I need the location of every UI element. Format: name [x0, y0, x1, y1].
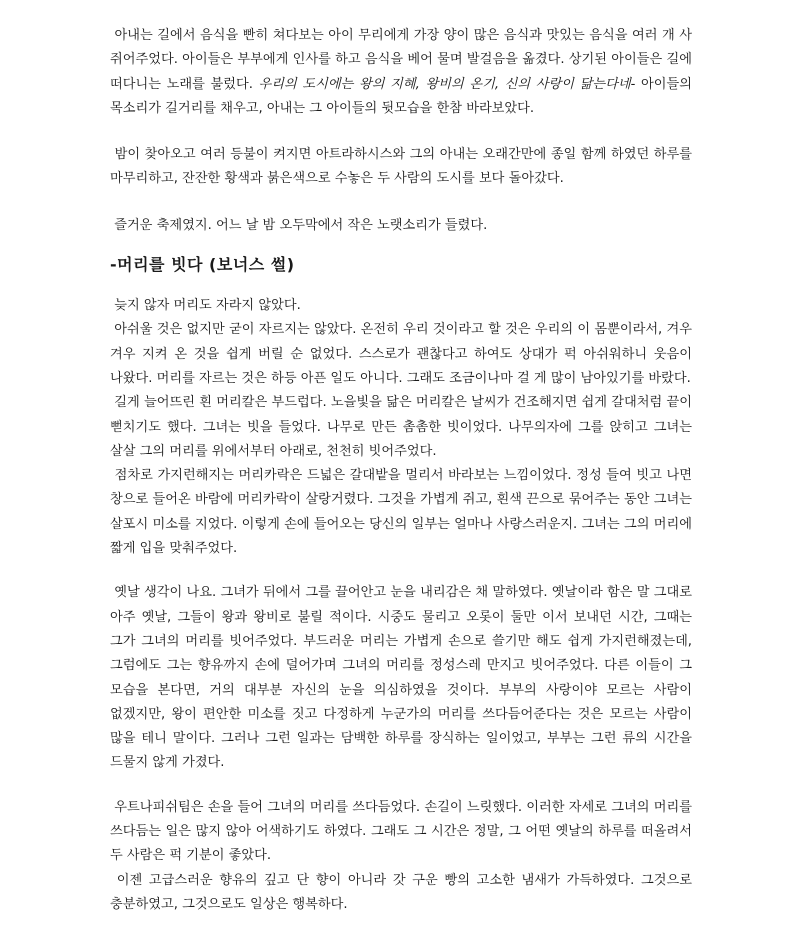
paragraph-text: 길게 늘어뜨린 흰 머리칼은 부드럽다. 노을빛을 닮은 머리칼은 날씨가 건조해지면 쉽게 갈대처럼 끝이 뻗치기도 했다. 그녀는 빗을 들었다. 나무로 만든 촘촘한 빗이었다. 나무의자에 그를 앉히고 그녀는 살살 그의 머리를 위에서부터 아래로, 천천히 빗어주었다. [110, 395, 693, 459]
paragraph-text: 옛날 생각이 나요. 그녀가 뒤에서 그를 끌어안고 눈을 내리감은 채 말하였다. 옛날이라 함은 말 그대로 아주 옛날, 그들이 왕과 왕비로 불릴 적이다. 시중도 물리고 오롯이 둘만 이서 보내던 시간, 그때는 그가 그녀의 머리를 빗어주었다. 부드러운 머리는 가볍게 손으로 쓸기만 해도 쉽게 가지런해졌는데, 그럼에도 그는 향유까지 손에 덜어가며 그녀의 머리를 정성스레 만지고 빗어주었다. 다른 이들이 그 모습을 본다면, 거의 대부분 자신의 눈을 의심하였을 것이다. 부부의 사랑이야 모르는 사람이 없겠지만, 왕이 편안한 미소를 짓고 다정하게 누군가의 머리를 쓰다듬어준다는 것은 모르는 사람이 많을 테니 말이다. 그러나 그런 일과는 담백한 하루를 장식하는 일이었고, 부부는 그런 류의 시간을 드물지 않게 가졌다. [110, 585, 692, 771]
paragraph-text: 점차로 가지런해지는 머리카락은 드넓은 갈대밭을 멀리서 바라보는 느낌이었다. 정성 들여 빗고 나면 창으로 들어온 바람에 머리카락이 살랑거렸다. 그것을 가볍게 쥐고, 흰색 끈으로 묶어주는 동안 그녀는 살포시 미소를 지었다. 이렇게 손에 들어오는 당신의 일부는 얼마나 사랑스러운지. 그녀는 그의 머리에 짧게 입을 맞춰주었다. [110, 468, 692, 557]
document-body [110, 24, 692, 917]
paragraph-section-5 [110, 581, 692, 775]
paragraph-section-4 [110, 464, 692, 561]
song-lyrics: 우리의 도시에는 왕의 지혜, 왕비의 온기, 신의 사랑이 닮는다네 [258, 76, 631, 92]
section-title: -머리를 빗다 (보너스 썰) [110, 255, 295, 275]
paragraph-text: 즐거운 축제였지. 어느 날 밤 오두막에서 작은 노랫소리가 들렸다. [114, 217, 488, 233]
paragraph-text: 아쉬울 것은 없지만 굳이 자르지는 않았다. 온전히 우리 것이라고 할 것은 우리의 이 몸뿐이라서, 겨우 겨우 지켜 온 것을 쉽게 버릴 순 없었다. 스스로가 괜찮다고 하여도 상대가 퍽 아쉬워하니 웃음이 나왔다. 머리를 자르는 것은 하등 아픈 일도 아니다. 그래도 조금이나마 걸 게 많이 남아있기를 바랐다. [110, 322, 692, 386]
paragraph-section-6 [110, 796, 692, 869]
paragraph-text: 이젠 고급스러운 향유의 깊고 단 향이 아니라 갓 구운 빵의 고소한 냄새가 가득하였다. 그것으로 충분하였고, 그것으로도 일상은 행복하다. [110, 872, 692, 912]
paragraph-intro-1 [110, 24, 692, 121]
paragraph-section-7 [110, 869, 692, 918]
paragraph-section-3 [110, 391, 692, 464]
paragraph-section-2 [110, 318, 692, 391]
paragraph-intro-3 [110, 214, 692, 238]
paragraph-text: 늦지 않자 머리도 자라지 않았다. [114, 298, 301, 314]
paragraph-text: 우트나피쉬팀은 손을 들어 그녀의 머리를 쓰다듬었다. 손길이 느릿했다. 이러한 자세로 그녀의 머리를 쓰다듬는 일은 많지 않아 어색하기도 하였다. 그래도 그 시간은 정말, 그 어떤 옛날의 하루를 떠올려서 두 사람은 퍽 기분이 좋았다. [110, 799, 692, 864]
paragraph-text: 밤이 찾아오고 여러 등불이 켜지면 아트라하시스와 그의 아내는 오래간만에 종일 함께 하였던 하루를 마무리하고, 잔잔한 황색과 붉은색으로 수놓은 두 사람의 도시를 보다 돌아갔다. [110, 147, 692, 187]
paragraph-text: 아내는 길에서 음식을 빤히 쳐다보는 아이 무리에게 가장 양이 많은 음식과 맛있는 음식을 여러 개 사 쥐어주었다. 아이들은 부부에게 인사를 하고 음식을 베어 물며 발걸음을 옮겼다. 상기된 아이들은 길에 떠다니는 노래를 불렀다. [110, 28, 692, 92]
paragraph-text: - 아이들의 목소리가 길거리를 채우고, 아내는 그 아이들의 뒷모습을 한참 바라보았다. [110, 76, 692, 116]
paragraph-intro-2 [110, 143, 692, 192]
paragraph-section-1 [110, 294, 692, 318]
